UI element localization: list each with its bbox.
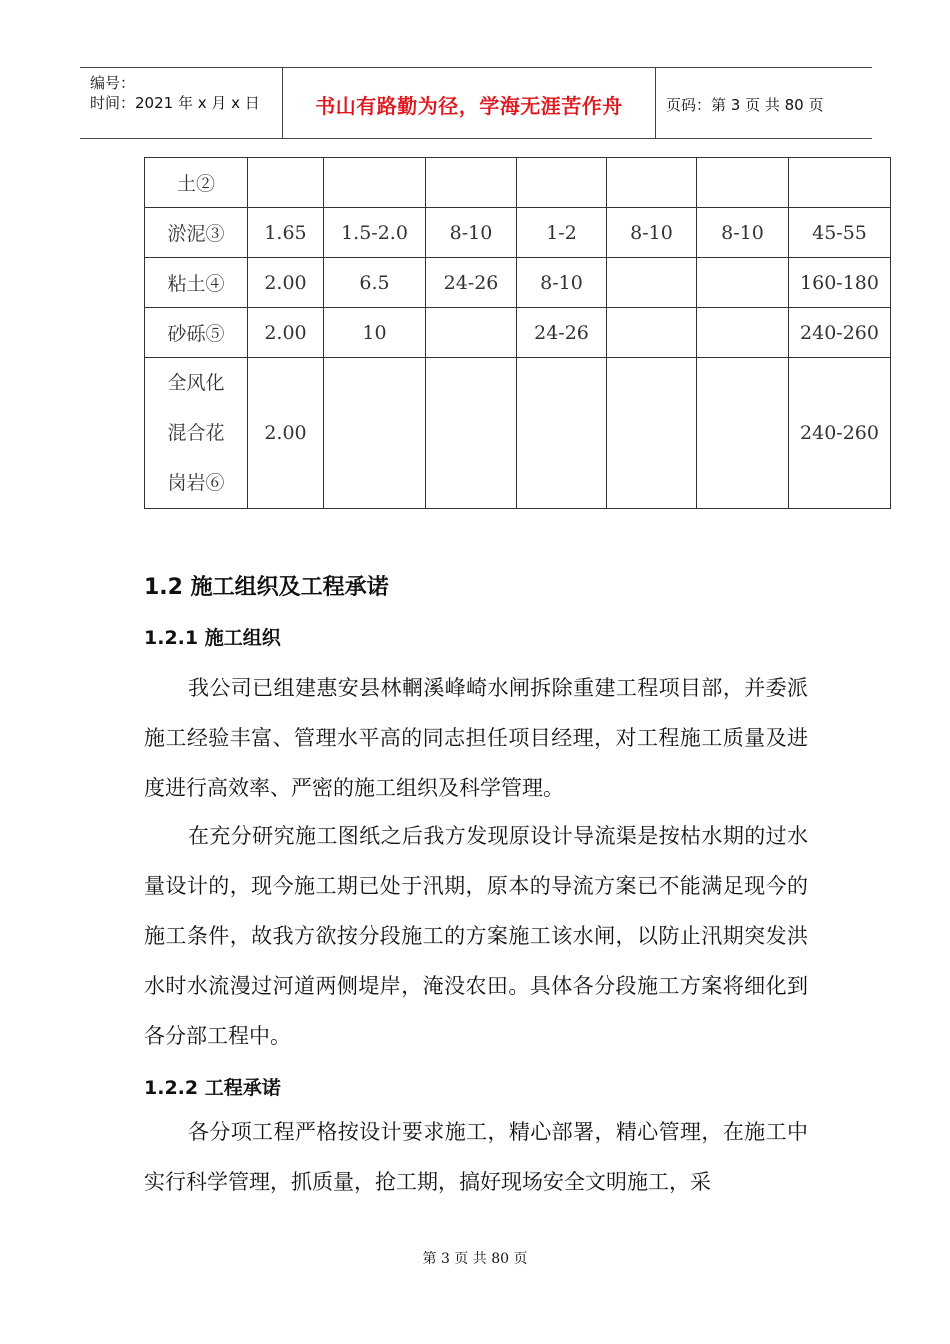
document-date-label: 时间：2021 年 x 月 x 日 [90, 94, 260, 112]
table-cell: 24-26 [426, 258, 517, 308]
table-cell [607, 258, 697, 308]
page-footer: 第 3 页 共 80 页 [422, 1251, 528, 1267]
table-cell [517, 358, 607, 509]
table-cell: 1-2 [517, 208, 607, 258]
header-page-number: 页码：第 3 页 共 80 页 [666, 96, 824, 114]
table-row [145, 158, 891, 208]
table-cell: 8-10 [607, 208, 697, 258]
table-cell-name: 粘土④ [145, 258, 248, 308]
table-cell [697, 308, 789, 358]
table-cell [426, 358, 517, 509]
table-row [145, 208, 891, 258]
header-meta-cell [80, 68, 282, 138]
table-cell-name-line: 混合花 [167, 422, 225, 444]
table-cell [607, 358, 697, 509]
table-cell: 10 [324, 308, 426, 358]
table-cell-name [145, 358, 248, 509]
table-cell-name-line: 岗岩⑥ [167, 472, 225, 494]
section-heading-1-2-2: 1.2.2 工程承诺 [144, 1077, 281, 1099]
header-motto-cell [282, 68, 656, 138]
table-cell: 2.00 [248, 308, 324, 358]
table-cell: 240-260 [789, 308, 891, 358]
table-cell: 1.5-2.0 [324, 208, 426, 258]
table-cell [324, 158, 426, 208]
paragraph-organization-2: 在充分研究施工图纸之后我方发现原设计导流渠是按枯水期的过水量设计的，现今施工期已处于汛期，原本的导流方案已不能满足现今的施工条件，故我方欲按分段施工的方案施工该水闸，以防止汛期突发洪水时水流漫过河道两侧堤岸，淹没农田。具体各分段施工方案将细化到各分部工程中。 [144, 824, 808, 1048]
header-motto: 书山有路勤为径，学海无涯苦作舟 [315, 94, 623, 118]
table-cell: 240-260 [789, 358, 891, 509]
table-cell: 8-10 [426, 208, 517, 258]
soil-properties-table [144, 157, 891, 509]
table-cell [697, 158, 789, 208]
table-cell [697, 258, 789, 308]
page-header [80, 67, 872, 139]
table-row [145, 358, 891, 509]
table-cell: 8-10 [697, 208, 789, 258]
table-cell-name-line: 全风化 [167, 372, 225, 394]
table-cell [248, 158, 324, 208]
table-cell [607, 308, 697, 358]
table-cell: 8-10 [517, 258, 607, 308]
table-row [145, 258, 891, 308]
document-number-label: 编号： [90, 74, 136, 92]
table-cell: 2.00 [248, 258, 324, 308]
table-cell [517, 158, 607, 208]
table-cell: 1.65 [248, 208, 324, 258]
paragraph-organization-1: 我公司已组建惠安县林輞溪峰崎水闸拆除重建工程项目部，并委派施工经验丰富、管理水平高的同志担任项目经理，对工程施工质量及进度进行高效率、严密的施工组织及科学管理。 [144, 676, 808, 800]
table-cell: 45-55 [789, 208, 891, 258]
table-cell: 160-180 [789, 258, 891, 308]
table-cell-name: 淤泥③ [145, 208, 248, 258]
table-cell [426, 308, 517, 358]
paragraph-commitment-1: 各分项工程严格按设计要求施工，精心部署，精心管理，在施工中实行科学管理，抓质量，抢工期，搞好现场安全文明施工，采 [144, 1120, 808, 1194]
header-page-cell [656, 68, 872, 138]
table-cell [607, 158, 697, 208]
section-heading-1-2: 1.2 施工组织及工程承诺 [144, 575, 389, 600]
table-cell [426, 158, 517, 208]
table-cell [789, 158, 891, 208]
table-cell [324, 358, 426, 509]
table-cell [697, 358, 789, 509]
table-cell-name: 土② [145, 158, 248, 208]
table-cell: 6.5 [324, 258, 426, 308]
table-cell-name: 砂砾⑤ [145, 308, 248, 358]
table-cell: 2.00 [248, 358, 324, 509]
table-row [145, 308, 891, 358]
section-heading-1-2-1: 1.2.1 施工组织 [144, 627, 281, 649]
table-cell: 24-26 [517, 308, 607, 358]
